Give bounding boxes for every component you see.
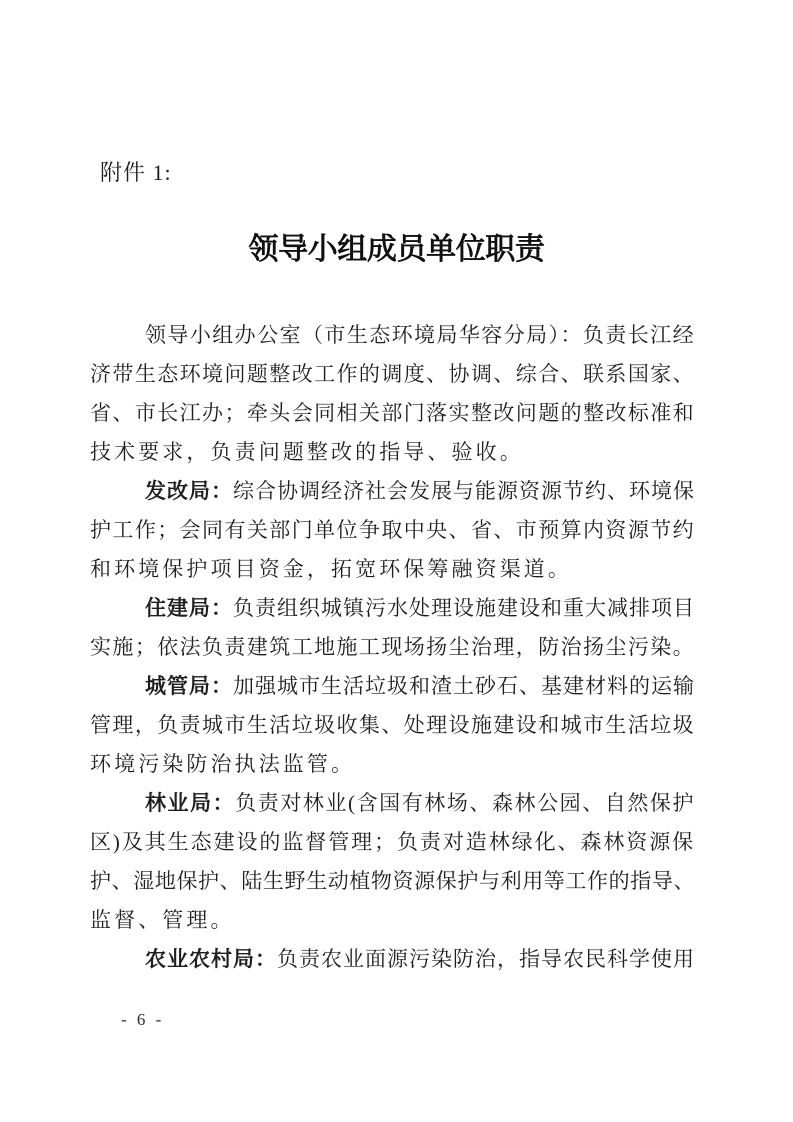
body-line bbox=[90, 628, 695, 667]
paragraph-text: 监督、管理。 bbox=[90, 908, 235, 932]
body-line-text bbox=[145, 674, 695, 698]
paragraph-lead: 发改局： bbox=[145, 479, 233, 503]
body-line-text bbox=[90, 830, 695, 854]
paragraph-text: 负责组织城镇污水处理设施建设和重大减排项目 bbox=[233, 596, 695, 620]
paragraph-lead: 林业局： bbox=[145, 791, 236, 815]
body-line bbox=[90, 355, 695, 394]
paragraph-text: 管理，负责城市生活垃圾收集、处理设施建设和城市生活垃圾 bbox=[90, 713, 696, 737]
paragraph-text: 和环境保护项目资金，拓宽环保筹融资渠道。 bbox=[90, 557, 572, 581]
body-line bbox=[90, 745, 695, 784]
document-body bbox=[90, 316, 695, 979]
body-line-text bbox=[90, 518, 695, 542]
body-line bbox=[90, 550, 695, 589]
body-line bbox=[90, 433, 695, 472]
paragraph-text: 技术要求，负责问题整改的指导、验收。 bbox=[90, 440, 524, 464]
document-title bbox=[0, 229, 793, 271]
body-line bbox=[90, 316, 695, 355]
body-line-text bbox=[145, 596, 695, 620]
body-line-text bbox=[90, 362, 695, 386]
body-line-text bbox=[145, 947, 695, 971]
paragraph-text: 护工作；会同有关部门单位争取中央、省、市预算内资源节约 bbox=[90, 518, 696, 542]
paragraph-text: 负责农业面源污染防治，指导农民科学使用 bbox=[277, 947, 695, 971]
body-line bbox=[90, 823, 695, 862]
paragraph-lead: 农业农村局： bbox=[145, 947, 277, 971]
body-line bbox=[90, 901, 695, 940]
body-line bbox=[90, 667, 695, 706]
paragraph-text: 环境污染防治执法监管。 bbox=[90, 752, 356, 776]
document-title-text: 领导小组成员单位职责 bbox=[248, 233, 545, 266]
paragraph-text: 护、湿地保护、陆生野生动植物资源保护与利用等工作的指导、 bbox=[90, 869, 696, 893]
body-line bbox=[90, 472, 695, 511]
body-line bbox=[90, 589, 695, 628]
paragraph-text: 加强城市生活垃圾和渣土砂石、基建材料的运输 bbox=[233, 674, 695, 698]
body-line-text bbox=[90, 908, 235, 932]
paragraph-text: 领导小组办公室（市生态环境局华容分局）：负责长江经 bbox=[145, 323, 695, 347]
body-line-text bbox=[90, 752, 355, 776]
paragraph-text: 省、市长江办；牵头会同相关部门落实整改问题的整改标准和 bbox=[90, 401, 696, 425]
paragraph-text: 济带生态环境问题整改工作的调度、协调、综合、联系国家、 bbox=[90, 362, 696, 386]
paragraph-lead: 住建局： bbox=[145, 596, 233, 620]
attachment-label: 附件 1: bbox=[100, 160, 172, 185]
body-line-text bbox=[90, 869, 695, 893]
body-line bbox=[90, 511, 695, 550]
body-line-text bbox=[90, 635, 695, 659]
body-line bbox=[90, 940, 695, 979]
body-line bbox=[90, 706, 695, 745]
paragraph-text: 实施；依法负责建筑工地施工现场扬尘治理，防治扬尘污染。 bbox=[90, 635, 696, 659]
paragraph-lead: 城管局： bbox=[145, 674, 233, 698]
paragraph-text: 区)及其生态建设的监督管理；负责对造林绿化、森林资源保 bbox=[90, 830, 696, 854]
paragraph-text: 负责对林业(含国有林场、森林公园、自然保护 bbox=[235, 791, 696, 815]
body-line bbox=[90, 784, 695, 823]
paragraph-text: 综合协调经济社会发展与能源资源节约、环境保 bbox=[233, 479, 695, 503]
body-line-text bbox=[90, 401, 695, 425]
body-line-text bbox=[90, 557, 572, 581]
body-line bbox=[90, 394, 695, 433]
page-number: - 6 - bbox=[121, 1010, 165, 1029]
body-line-text bbox=[145, 479, 695, 503]
body-line-text bbox=[90, 440, 524, 464]
body-line-text bbox=[145, 791, 695, 815]
body-line-text bbox=[90, 713, 695, 737]
body-line-text bbox=[145, 323, 695, 347]
body-line bbox=[90, 862, 695, 901]
